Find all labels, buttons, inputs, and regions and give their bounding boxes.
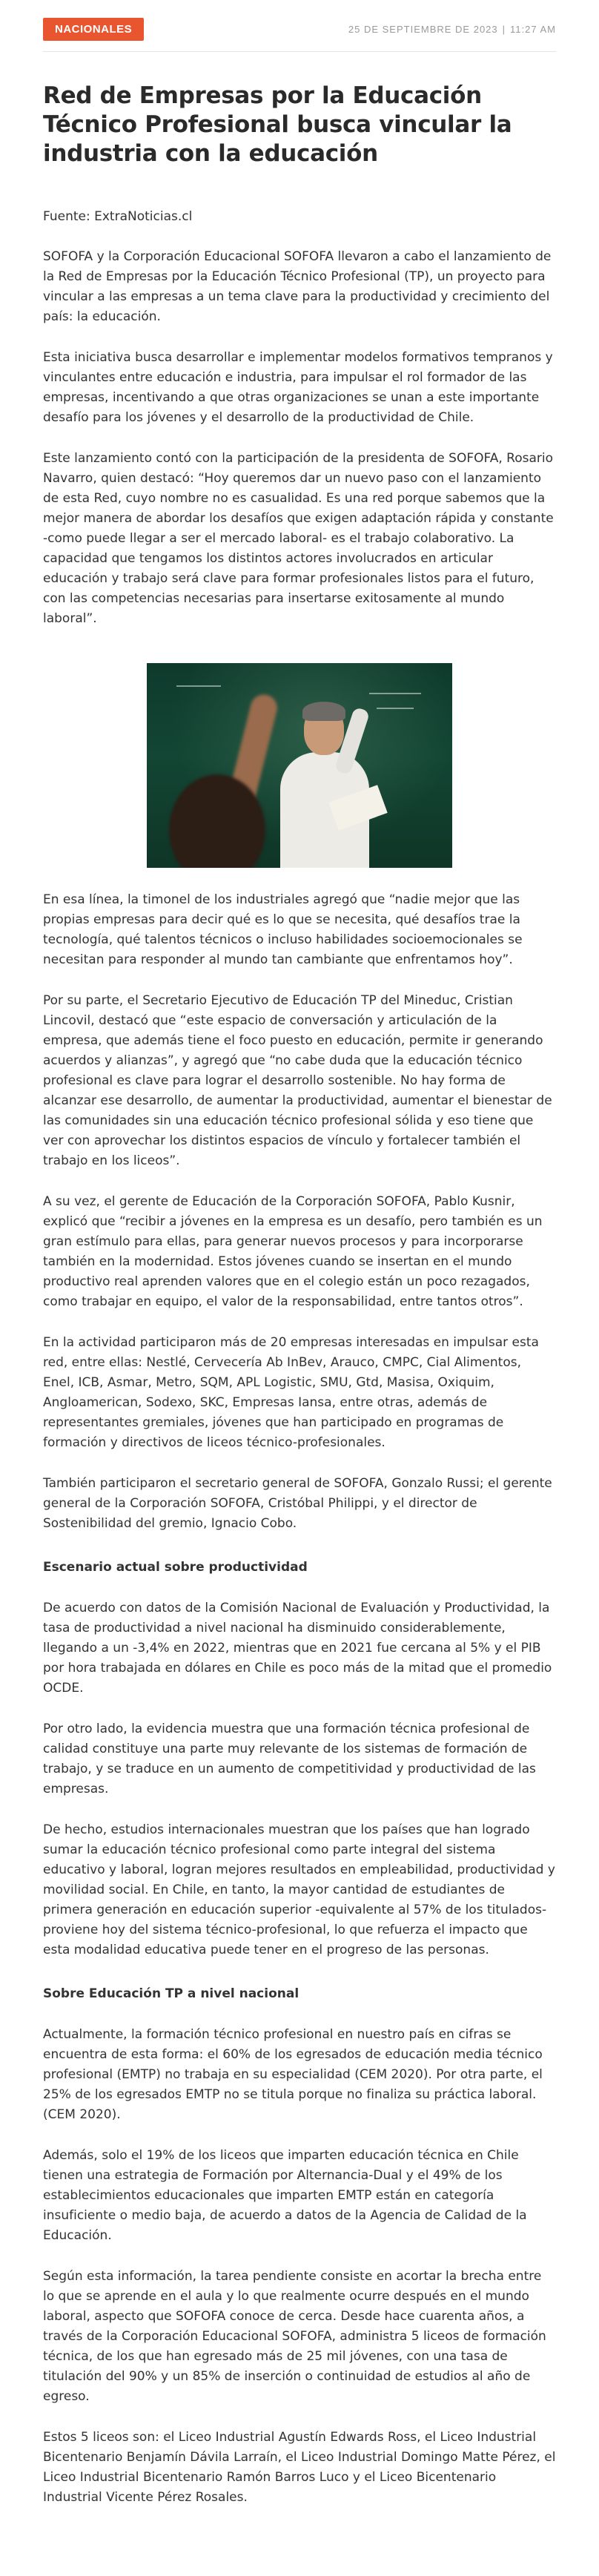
paragraph: También participaron el secretario general de SOFOFA, Gonzalo Russi; el gerente general de la Corporación SOFOFA, Cristóbal Philippi, y el director de Sostenibilidad del gremio, Ignacio Cobo.	[43, 1476, 552, 1531]
article-title: Red de Empresas por la Educación Técnico Profesional busca vincular la industria con la educación	[43, 82, 512, 167]
section-heading: Sobre Educación TP a nivel nacional	[43, 1986, 300, 2001]
paragraph: Además, solo el 19% de los liceos que imparten educación técnica en Chile tienen una estrategia de Formación por Alternancia-Dual y el 49% de los establecimientos educacionales que imparten EMTP están en categoría insuficiente o medio baja, de acuerdo a datos de la Agencia de Calidad de la Educación.	[43, 2148, 527, 2243]
paragraph: SOFOFA y la Corporación Educacional SOFOFA llevaron a cabo el lanzamiento de la Red de Empresas por la Educación Técnico Profesional (TP), un proyecto para vincular a las empresas a un tema clave para la productividad y crecimiento del país: la educación.	[43, 249, 552, 324]
chalk-line	[369, 693, 421, 694]
publish-meta	[348, 24, 556, 35]
paragraph: Por otro lado, la evidencia muestra que una formación técnica profesional de calidad constituye una parte muy relevante de los sistemas de formación de trabajo, y se traduce en un aumento de competitividad y productividad de las empresas.	[43, 1722, 536, 1796]
publish-time: 11:27 AM	[510, 24, 556, 35]
paragraph: De acuerdo con datos de la Comisión Nacional de Evaluación y Productividad, la tasa de productividad a nivel nacional ha disminuido considerablemente, llegando a un -3,4% en 2022, mientras que en 2021 fue cercana al 5% y el PIB por hora trabajada en dólares en Chile es poco más de la mitad que el promedio OCDE.	[43, 1601, 552, 1696]
meta-separator: |	[502, 24, 506, 35]
paragraph: En esa línea, la timonel de los industriales agregó que “nadie mejor que las propias empresas para decir qué es lo que se necesita, qué desafíos trae la tecnología, qué talentos técnicos o incluso habilidades socioemocionales se necesitan para responder al mundo tan cambiante que enfrentamos hoy”.	[43, 892, 523, 967]
article-source: Fuente: ExtraNoticias.cl	[43, 209, 193, 224]
publish-date: 25 DE SEPTIEMBRE DE 2023	[348, 24, 498, 35]
article-header-bar	[43, 18, 556, 52]
chalk-line	[377, 708, 414, 709]
paragraph: Actualmente, la formación técnico profesional en nuestro país en cifras se encuentra de esta forma: el 60% de los egresados de educación media técnico profesional (EMTP) no trabaja en su especialidad (CEM 2020). Por otra parte, el 25% de los egresados EMTP no se titula porque no finaliza su práctica laboral. (CEM 2020).	[43, 2027, 543, 2122]
paragraph: Este lanzamiento contó con la participación de la presidenta de SOFOFA, Rosario Navarro, quien destacó: “Hoy queremos dar un nuevo paso con el lanzamiento de esta Red, cuyo nombre no es casualidad. Es una red porque sabemos que la mejor manera de abordar los desafíos que exigen adaptación rápida y constante -como puede llegar a ser el mercado laboral- es el trabajo colaborativo. La capacidad que tengamos los distintos actores involucrados en articular educación y trabajo será clave para formar profesionales listos para el futuro, con las competencias necesarias para insertarse exitosamente al mundo laboral”.	[43, 451, 554, 626]
chalk-line	[176, 685, 221, 687]
teacher-hair	[302, 702, 345, 721]
article-photo	[147, 663, 452, 868]
paragraph: Según esta información, la tarea pendiente consiste en acortar la brecha entre lo que se aprende en el aula y lo que realmente ocurre después en el mundo laboral, aspecto que SOFOFA conoce de cerca. Desde hace cuarenta años, a través de la Corporación Educacional SOFOFA, administra 5 liceos de formación técnica, de los que han egresado más de 25 mil jóvenes, con una tasa de titulación del 90% y un 85% de inserción o continuidad de estudios al año de egreso.	[43, 2269, 546, 2404]
section-heading: Escenario actual sobre productividad	[43, 1560, 308, 1575]
article	[43, 0, 556, 2508]
paragraph: Por su parte, el Secretario Ejecutivo de Educación TP del Mineduc, Cristian Lincovil, destacó que “este espacio de conversación y articulación de la empresa, que además tiene el foco puesto en educación, permite ir generando acuerdos y alianzas”, y agregó que “no cabe duda que la educación técnico profesional es clave para lograr el desarrollo sostenible. No hay forma de alcanzar ese desarrollo, de aumentar la productividad, aumentar el bienestar de las comunidades sin una educación técnico profesional sólida y eso tiene que ver con aprovechar los distintos espacios de vínculo y fortalecer también el trabajo en los liceos”.	[43, 993, 552, 1168]
paragraph: En la actividad participaron más de 20 empresas interesadas en impulsar esta red, entre ellas: Nestlé, Cervecería Ab InBev, Arauco, CMPC, Cial Alimentos, Enel, ICB, Asmar, Metro, SQM, APL Logistic, SMU, Gtd, Masisa, Oxiquim, Angloamerican, Sodexo, SKC, Empresas Iansa, entre otras, además de representantes gremiales, jóvenes que han participado en programas de formación y directivos de liceos técnico-profesionales.	[43, 1335, 539, 1450]
paragraph: Estos 5 liceos son: el Liceo Industrial Agustín Edwards Ross, el Liceo Industrial Bicentenario Benjamín Dávila Larraín, el Liceo Industrial Domingo Matte Pérez, el Liceo Industrial Bicentenario Ramón Barros Luco y el Liceo Bicentenario Industrial Vicente Pérez Rosales.	[43, 2430, 556, 2505]
category-badge[interactable]: NACIONALES	[43, 18, 144, 41]
paragraph: De hecho, estudios internacionales muestran que los países que han logrado sumar la educación técnico profesional como parte integral del sistema educativo y laboral, logran mejores resultados en empleabilidad, productividad y movilidad social. En Chile, en tanto, la mayor cantidad de estudiantes de primera generación en educación superior -equivalente al 57% de los titulados- proviene hoy del sistema técnico-profesional, lo que refuerza el impacto que esta modalidad educativa puede tener en el progreso de las personas.	[43, 1822, 555, 1957]
paragraph: Esta iniciativa busca desarrollar e implementar modelos formativos tempranos y vinculantes entre educación e industria, para impulsar el rol formador de las empresas, incentivando a que otras organizaciones se unan a este importante desafío para los jóvenes y el desarrollo de la productividad de Chile.	[43, 350, 553, 425]
paragraph: A su vez, el gerente de Educación de la Corporación SOFOFA, Pablo Kusnir, explicó que “recibir a jóvenes en la empresa es un desafío, pero también es un gran estímulo para ellas, para generar nuevos procesos y para incorporarse también en la modernidad. Estos jóvenes cuando se insertan en el mundo productivo real aprenden valores que en el colegio están un poco rezagados, como trabajar en equipo, el valor de la responsabilidad, entre tantos otros”.	[43, 1194, 543, 1309]
